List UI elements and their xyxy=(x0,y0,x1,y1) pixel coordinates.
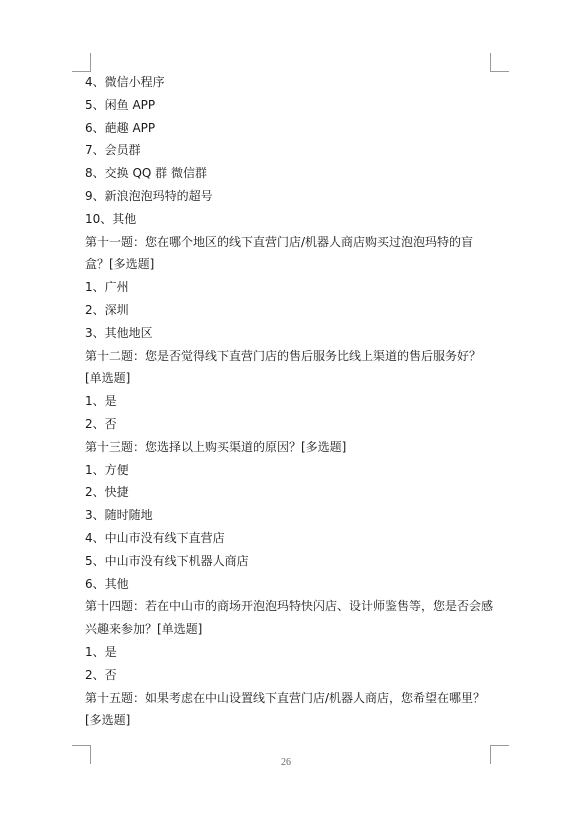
option-line: 4、中山市没有线下直营店 xyxy=(85,530,225,545)
option-line: 1、广州 xyxy=(85,280,129,295)
option-line: 2、否 xyxy=(85,667,117,682)
option-line: 3、其他地区 xyxy=(85,325,153,340)
option-line: 1、是 xyxy=(85,394,117,409)
crop-mark-top-left xyxy=(72,53,91,72)
option-line: 5、闲鱼 APP xyxy=(85,97,156,112)
option-line: 3、随时随地 xyxy=(85,508,153,523)
option-line: 6、葩趣 APP xyxy=(85,120,156,135)
option-line: 4、微信小程序 xyxy=(85,75,165,89)
question-15: 第十五题：如果考虑在中山设置线下直营门店/机器人商店，您希望在哪里？[多选题] xyxy=(85,690,486,728)
option-line: 9、新浪泡泡玛特的超号 xyxy=(85,188,213,203)
question-12: 第十二题：您是否觉得线下直营门店的售后服务比线上渠道的售后服务好？[单选题] xyxy=(85,348,482,386)
option-line: 8、交换 QQ 群 微信群 xyxy=(85,166,207,181)
survey-text xyxy=(85,71,495,732)
question-11: 第十一题：您在哪个地区的线下直营门店/机器人商店购买过泡泡玛特的盲盒？[多选题] xyxy=(85,234,474,272)
crop-mark-top-right xyxy=(490,53,509,72)
option-line: 1、方便 xyxy=(85,462,129,477)
option-line: 2、深圳 xyxy=(85,302,129,317)
option-line: 1、是 xyxy=(85,644,117,659)
option-line: 6、其他 xyxy=(85,576,129,591)
option-line: 10、其他 xyxy=(85,211,137,226)
option-line: 2、否 xyxy=(85,416,117,431)
page-number: 26 xyxy=(281,757,291,768)
option-line: 7、会员群 xyxy=(85,143,141,158)
question-13: 第十三题：您选择以上购买渠道的原因？[多选题] xyxy=(85,439,347,454)
option-line: 2、快捷 xyxy=(85,485,129,500)
option-line: 5、中山市没有线下机器人商店 xyxy=(85,553,249,568)
question-14: 第十四题：若在中山市的商场开泡泡玛特快闪店、设计师鉴售等，您是否会感兴趣来参加？[单选题] xyxy=(85,599,494,637)
